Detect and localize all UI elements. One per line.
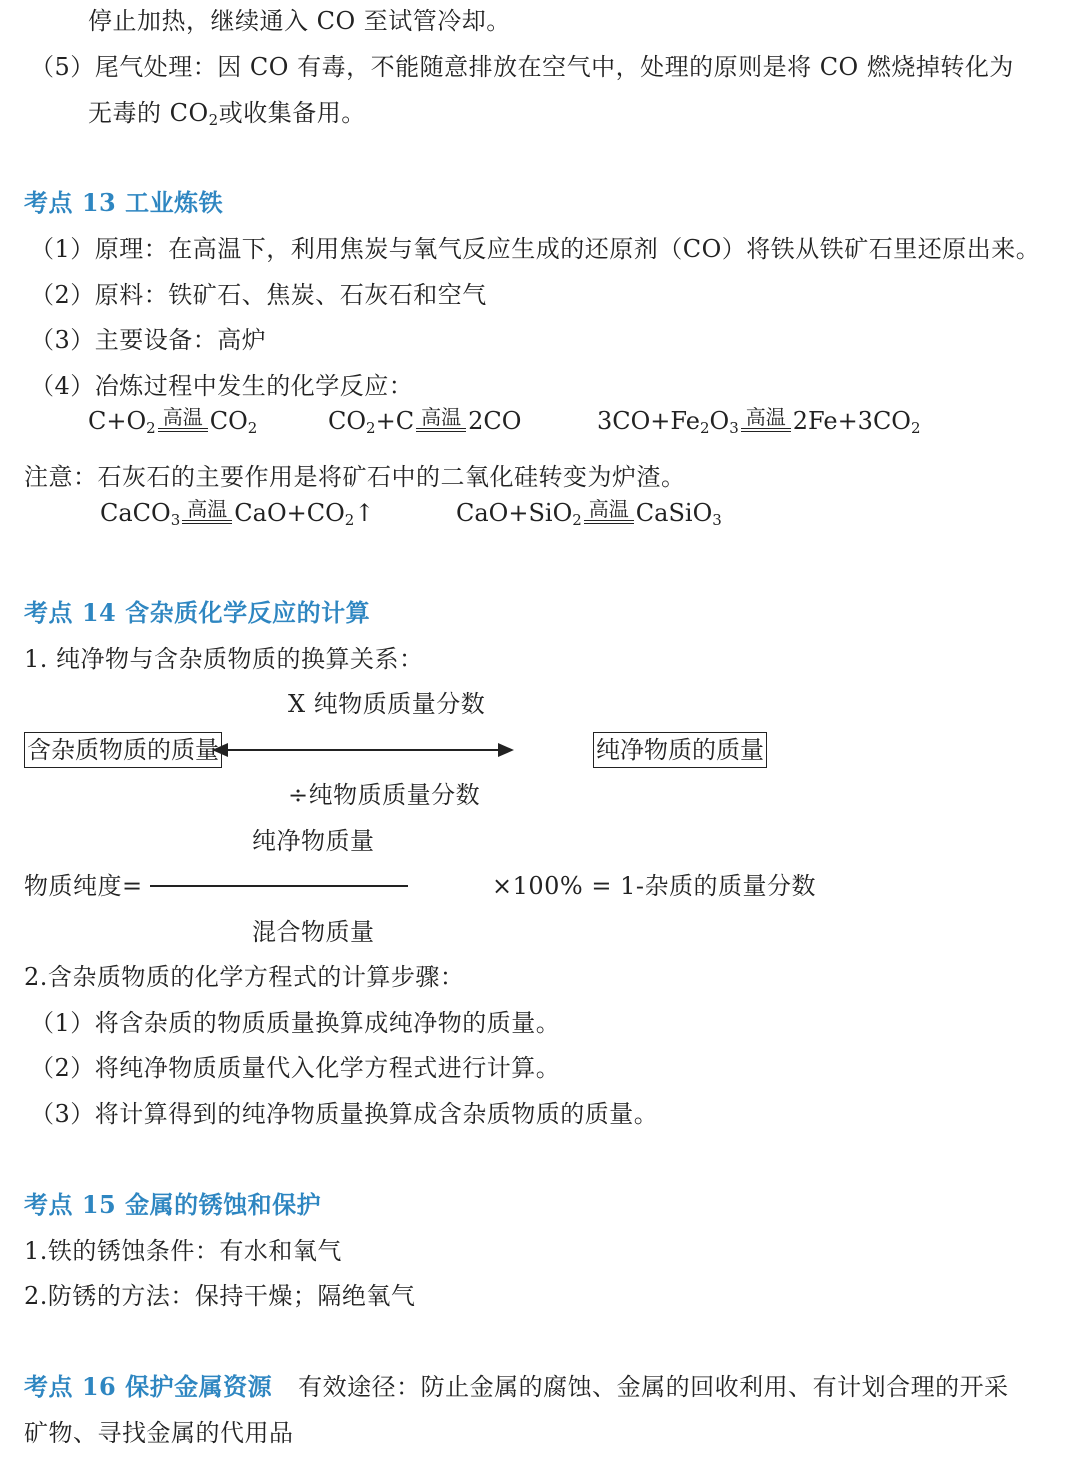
text-line: 停止加热，继续通入 CO 至试管冷却。 (88, 7, 511, 35)
text-line: 有效途径：防止金属的腐蚀、金属的回收利用、有计划合理的开采 (298, 1373, 1009, 1401)
text-line: 矿物、寻找金属的代用品 (24, 1419, 294, 1447)
box-pure-mass: 纯净物质的质量 (593, 732, 767, 768)
conversion-bottom-label: ÷纯物质质量分数 (288, 781, 481, 809)
text-line: （3）主要设备：高炉 (30, 326, 267, 354)
section-heading-13: 考点 13 工业炼铁 (24, 188, 224, 217)
purity-lhs: 物质纯度= (24, 872, 143, 900)
section-heading-14: 考点 14 含杂质化学反应的计算 (24, 598, 371, 627)
fraction-line (150, 885, 408, 887)
condition-high-temp: 高温 (158, 406, 208, 432)
text-line: （5）尾气处理：因 CO 有毒，不能随意排放在空气中，处理的原则是将 CO 燃烧掉转化为 (30, 53, 1014, 81)
text-line: 1. 纯净物与含杂质物质的换算关系： (24, 645, 424, 673)
text-line: 1.铁的锈蚀条件：有水和氧气 (24, 1237, 342, 1265)
arrow-right-icon (498, 743, 514, 757)
text-line: （4）冶炼过程中发生的化学反应： (30, 372, 414, 400)
section-16-line (24, 1372, 1009, 1402)
section-heading-15: 考点 15 金属的锈蚀和保护 (24, 1190, 322, 1219)
equation: $3CO+Fe_2O_3$ 高温 $2Fe+3CO_2$ (597, 405, 921, 437)
text-line: （2）将纯净物质质量代入化学方程式进行计算。 (30, 1054, 561, 1082)
text-line: （1）原理：在高温下，利用焦炭与氧气反应生成的还原剂（CO）将铁从铁矿石里还原出来。 (30, 235, 1041, 263)
text-line: （3）将计算得到的纯净物质量换算成含杂质物质的质量。 (30, 1100, 659, 1128)
box-impure-mass: 含杂质物质的质量 (24, 732, 222, 768)
conversion-arrow (226, 749, 502, 751)
condition-high-temp: 高温 (584, 498, 634, 524)
fraction-numerator: 纯净物质量 (252, 827, 375, 855)
condition-high-temp: 高温 (182, 498, 232, 524)
condition-high-temp: 高温 (741, 406, 791, 432)
section-heading-16: 考点 16 保护金属资源 (24, 1372, 273, 1401)
equation: CaO+SiO$_2$ 高温 CaSiO$_3$ (456, 497, 722, 529)
text-line: （1）将含杂质的物质质量换算成纯净物的质量。 (30, 1009, 561, 1037)
text-line: 注意：石灰石的主要作用是将矿石中的二氧化硅转变为炉渣。 (24, 463, 686, 491)
fraction-denominator: 混合物质量 (252, 918, 375, 946)
text-line: 2.含杂质物质的化学方程式的计算步骤： (24, 963, 465, 991)
purity-rhs: ×100% = 1-杂质的质量分数 (492, 872, 816, 900)
equation: CaCO$_3$ 高温 $CaO+CO_2↑$ (100, 497, 375, 529)
text-line: 无毒的 $CO_2$或收集备用。 (88, 99, 366, 129)
text-line: 2.防锈的方法：保持干燥；隔绝氧气 (24, 1282, 416, 1310)
equation: $C+O_2$ 高温 $CO_2$ (88, 405, 258, 437)
equation: $CO_2+C$ 高温 2CO (328, 405, 522, 437)
conversion-top-label: X 纯物质质量分数 (288, 690, 486, 718)
text-line: （2）原料：铁矿石、焦炭、石灰石和空气 (30, 281, 487, 309)
condition-high-temp: 高温 (416, 406, 466, 432)
